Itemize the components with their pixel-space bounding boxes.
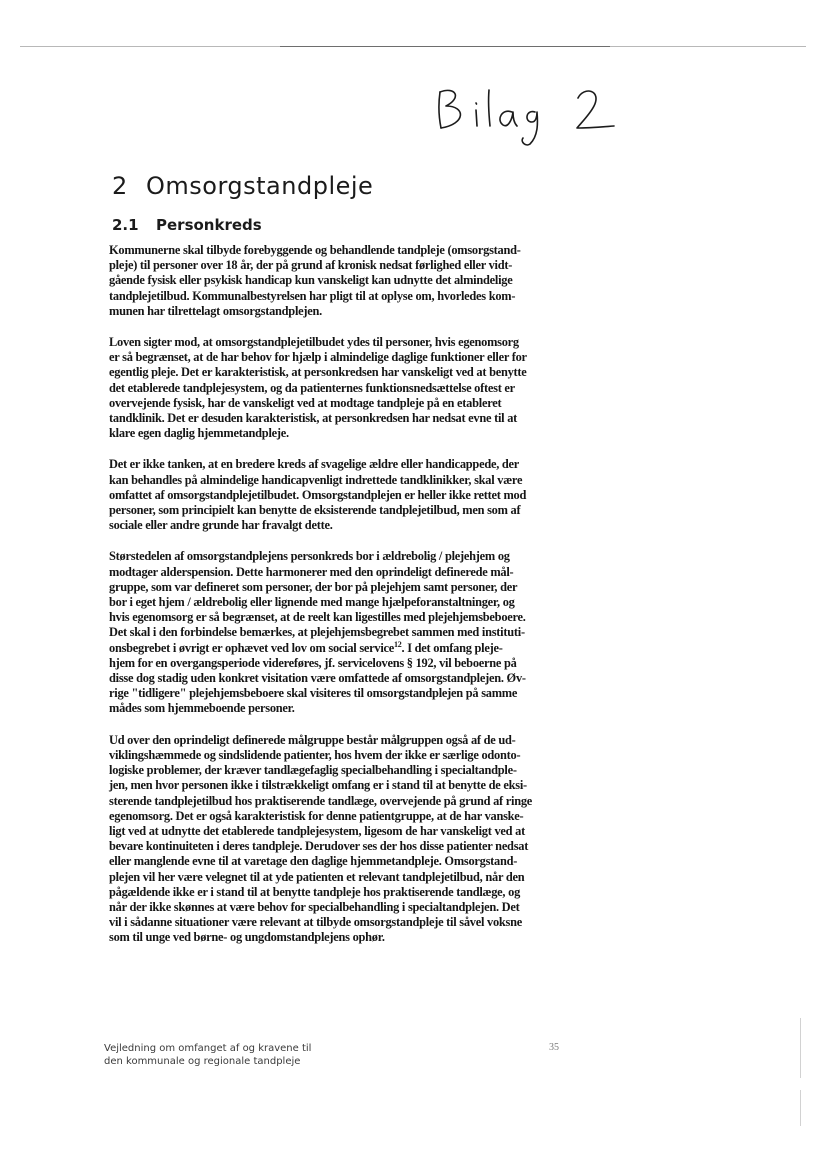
page-number: 35 bbox=[549, 1042, 559, 1053]
scan-margin-mark bbox=[800, 1018, 801, 1078]
text-line: rige "tidligere" plejehjemsbeboere skal visiteres til omsorgstandplejen på samme bbox=[109, 686, 518, 701]
chapter-title: Omsorgstandpleje bbox=[146, 172, 374, 200]
text-fragment: . I det omfang pleje- bbox=[401, 640, 503, 655]
text-line: klare egen daglig hjemmetandpleje. bbox=[109, 426, 289, 441]
section-number: 2.1 bbox=[112, 216, 139, 234]
text-line: tandklinik. Det er desuden karakteristisk, at personkredsen har nedsat evne til at bbox=[109, 411, 518, 426]
text-line: kan behandles på almindelige handicapvenligt indrettede tandklinikker, skal være bbox=[109, 472, 523, 487]
text-line: bor i eget hjem / ældrebolig eller lignende med mange hjælpeforanstaltninger, og bbox=[109, 595, 515, 610]
text-line: egenomsorg. Det er også karakteristisk for denne patientgruppe, at de har vanske- bbox=[109, 808, 524, 823]
text-line: hvis egenomsorg er så begrænset, at de reelt kan ligestilles med plejehjemsbeboere. bbox=[109, 610, 526, 625]
text-line: gående fysisk eller psykisk handicap kun vanskeligt kan udnytte det almindelige bbox=[109, 273, 513, 288]
paragraph-4 bbox=[109, 549, 579, 716]
text-line: vil i sådanne situationer være relevant at tilbyde omsorgstandpleje til såvel voksne bbox=[109, 915, 523, 930]
text-line: Ud over den oprindeligt definerede målgruppe består målgruppen også af de ud- bbox=[109, 732, 516, 747]
text-line: sociale eller andre grunde har fravalgt dette. bbox=[109, 518, 333, 533]
paragraph-5 bbox=[109, 733, 579, 946]
text-line: disse dog stadig uden konkret visitation være omfattede af omsorgstandplejen. Øv- bbox=[109, 671, 526, 686]
text-line: er så begrænset, at de har behov for hjælp i almindelige daglige funktioner eller for bbox=[109, 350, 527, 365]
paragraph-3 bbox=[109, 457, 579, 533]
paragraph-2 bbox=[109, 335, 579, 441]
handwritten-annotation bbox=[432, 78, 632, 148]
text-line: bevare kontinuiteten i deres tandpleje. Derudover ses der hos disse patienter nedsat bbox=[109, 839, 529, 854]
text-line: eller manglende evne til at varetage den daglige hjemmetandpleje. Omsorgstand- bbox=[109, 854, 518, 869]
text-line: pleje) til personer over 18 år, der på grund af kronisk nedsat førlighed eller vidt- bbox=[109, 258, 513, 273]
top-rule bbox=[20, 46, 806, 47]
text-line: mådes som hjemmeboende personer. bbox=[109, 701, 295, 716]
section-heading bbox=[112, 216, 262, 234]
text-line: Størstedelen af omsorgstandplejens personkreds bor i ældrebolig / plejehjem og bbox=[109, 549, 510, 564]
text-line: logiske problemer, der kræver tandlægefaglig specialbehandling i specialtandple- bbox=[109, 763, 517, 778]
handwriting-bilag-2 bbox=[432, 78, 632, 148]
section-title: Personkreds bbox=[156, 216, 262, 234]
footer-line-2: den kommunale og regionale tandpleje bbox=[104, 1056, 301, 1067]
text-line: omfattet af omsorgstandplejetilbudet. Omsorgstandplejen er heller ikke rettet mod bbox=[109, 487, 527, 502]
text-line: gruppe, som var defineret som personer, der bor på plejehjem samt personer, der bbox=[109, 579, 518, 594]
footnote-reference: 12 bbox=[394, 639, 402, 649]
chapter-heading bbox=[112, 172, 373, 200]
chapter-number: 2 bbox=[112, 172, 128, 200]
text-line: modtager alderspension. Dette harmonerer med den oprindeligt definerede mål- bbox=[109, 564, 514, 579]
text-line: egentlig pleje. Det er karakteristisk, at personkredsen har vanskeligt ved at benytte bbox=[109, 365, 527, 380]
footer-title bbox=[104, 1042, 311, 1068]
text-line-with-footnote bbox=[109, 641, 579, 656]
text-line: Det skal i den forbindelse bemærkes, at plejehjemsbegrebet sammen med instituti- bbox=[109, 625, 525, 640]
text-line: hjem for en overgangsperiode videreføres, jf. servicelovens § 192, vil beboerne på bbox=[109, 655, 517, 670]
text-line: plejen vil her være velegnet til at yde patienten et relevant tandplejetilbud, når den bbox=[109, 869, 525, 884]
text-line: når der ikke skønnes at være behov for specialbehandling i specialtandplejen. Det bbox=[109, 899, 520, 914]
text-line: pågældende ikke er i stand til at benytte tandpleje hos praktiserende tandlæge, og bbox=[109, 884, 521, 899]
scan-margin-mark bbox=[800, 1090, 801, 1126]
paragraph-1 bbox=[109, 243, 579, 319]
text-line: tandplejetilbud. Kommunalbestyrelsen har pligt til at oplyse om, hvorledes kom- bbox=[109, 288, 516, 303]
text-fragment: onsbegrebet i øvrigt er ophævet ved lov om social service bbox=[109, 640, 395, 655]
text-line: Det er ikke tanken, at en bredere kreds af svagelige ældre eller handicappede, der bbox=[109, 457, 520, 472]
footer-line-1: Vejledning om omfanget af og kravene til bbox=[104, 1043, 312, 1054]
text-line: personer, som principielt kan benytte de eksisterende tandplejetilbud, men som af bbox=[109, 503, 521, 518]
text-line: overvejende fysisk, har de vanskeligt ved at modtage tandpleje på en etableret bbox=[109, 395, 502, 410]
text-line: sterende tandplejetilbud hos praktiserende tandlæge, overvejende på grund af ringe bbox=[109, 793, 533, 808]
text-line: munen har tilrettelagt omsorgstandplejen. bbox=[109, 303, 322, 318]
text-line: som til unge ved børne- og ungdomstandplejens ophør. bbox=[109, 930, 385, 945]
text-line: viklingshæmmede og sindslidende patienter, hos hvem der ikke er særlige odonto- bbox=[109, 747, 521, 762]
text-line: Loven sigter mod, at omsorgstandplejetilbudet ydes til personer, hvis egenomsorg bbox=[109, 335, 519, 350]
body-text bbox=[109, 243, 579, 962]
text-line: Kommunerne skal tilbyde forebyggende og behandlende tandpleje (omsorgstand- bbox=[109, 243, 521, 257]
text-line: det etablerede tandplejesystem, og da patienternes funktionsnedsættelse oftest er bbox=[109, 380, 515, 395]
text-line: jen, men hvor personen ikke i tilstrækkeligt omfang er i stand til at benytte de eksi- bbox=[109, 778, 527, 793]
text-line: ligt ved at udnytte det etablerede tandplejesystem, ligesom de har vanskeligt ved at bbox=[109, 823, 525, 838]
